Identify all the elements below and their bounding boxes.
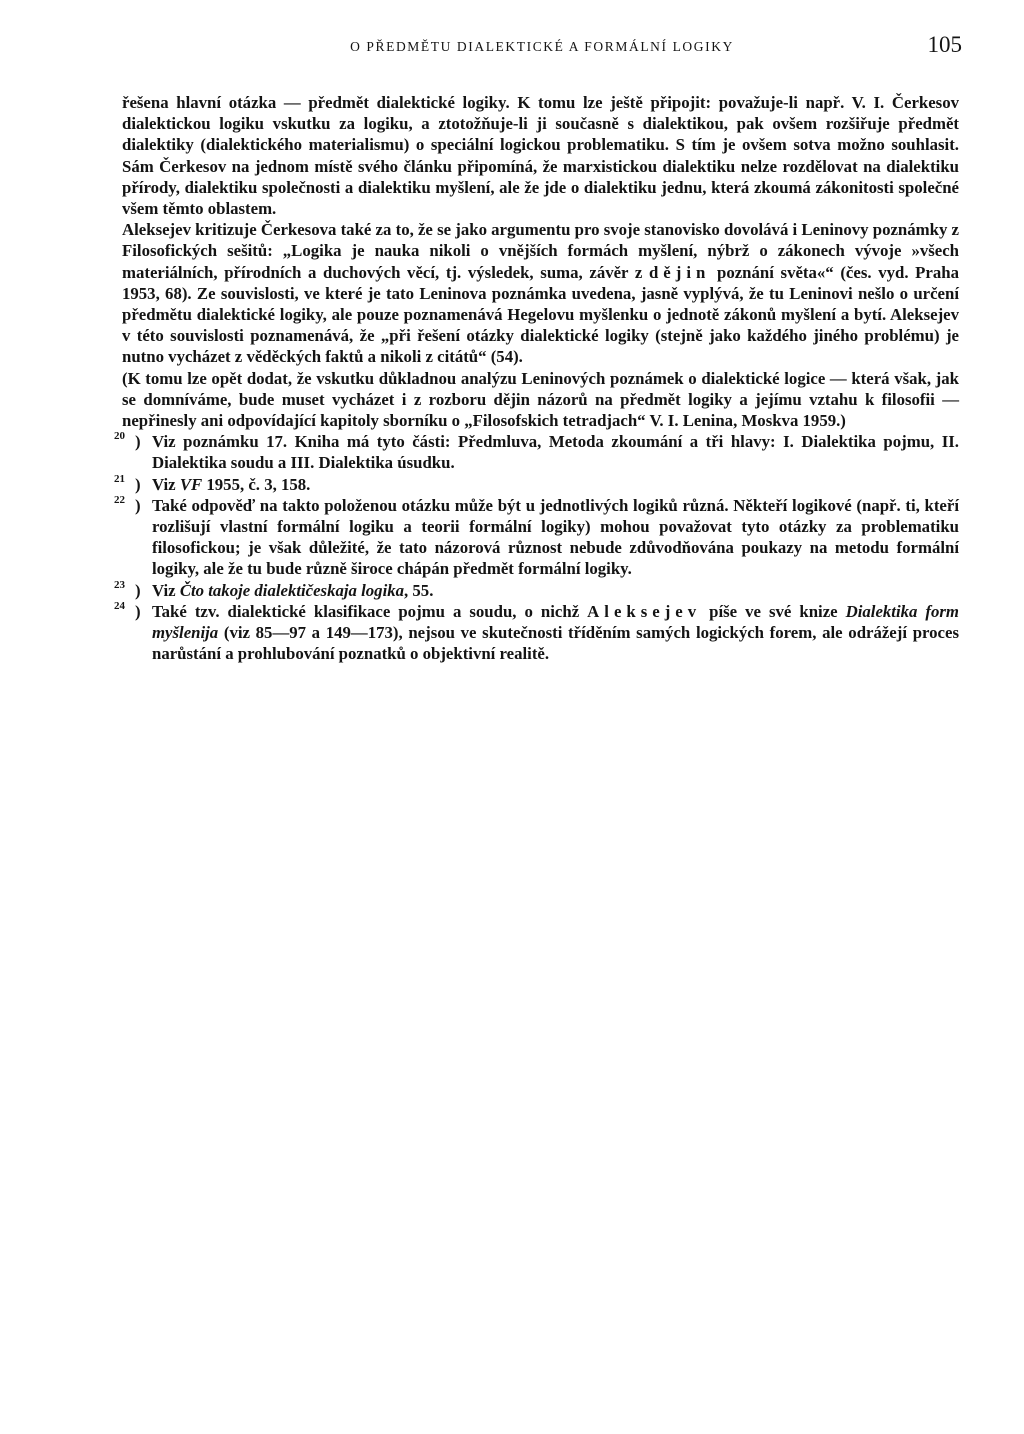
footnote-italic: Dialektika form myšlenija: [152, 601, 959, 643]
footnote-number: 20: [114, 430, 125, 443]
footnote-text-a: Viz: [152, 474, 180, 494]
footnote-spaced-name: Aleksejev: [587, 601, 702, 621]
footnote-24: [114, 599, 959, 665]
page-header: [122, 32, 962, 60]
footnote-20: [114, 430, 959, 473]
paragraph-1: řešena hlavní otázka — předmět dialektické logiky. K tomu lze ještě připojit: považuje-li např. V. I. Čerkesov dialektickou logiku vskutku za logiku, a ztotožňuje-li ji současně s dialektikou, pak ovšem rozšiřuje předmět dialektiky (dialektického materialismu) o speciální logickou problematiku. S tím je ovšem sotva možno souhlasit. Sám Čerkesov na jednom místě svého článku připomíná, že marxistickou dialektiku nelze rozdělovat na dialektiku přírody, dialektiku společnosti a dialektiku myšlení, ale že jde o dialektiku jednu, která zkoumá zákonitosti společné všem těmto oblastem.: [122, 93, 959, 219]
body-text: [114, 92, 959, 664]
footnote-21: [114, 472, 959, 495]
paragraph-3: (K tomu lze opět dodat, že vskutku důkladnou analýzu Leninových poznámek o dialektické logice — která však, jak se domníváme, bude muset vycházet i z rozboru dějin názorů na předmět logiky a jejímu vztahu k filosofii — nepřinesly ani odpovídající kapitoly sborníku o „Filosofskich tetradjach“ V. I. Lenina, Moskva 1959.): [122, 368, 959, 431]
footnote-text-b: píše ve své knize: [701, 601, 846, 621]
footnote-paren: ): [135, 601, 141, 621]
footnote-text-b: 1955, č. 3, 158.: [202, 474, 311, 494]
footnote-paren: ): [135, 495, 141, 515]
footnote-text: Viz poznámku 17. Kniha má tyto části: Předmluva, Metoda zkoumání a tři hlavy: I. Dialektika pojmu, II. Dialektika soudu a III. Dialektika úsudku.: [152, 432, 959, 473]
footnote-number: 23: [114, 578, 125, 591]
footnote-italic: Čto takoje dialektičeskaja logika: [179, 580, 405, 600]
footnote-text-b: , 55.: [404, 580, 434, 600]
footnote-number: 21: [114, 472, 125, 485]
footnote-paren: ): [135, 432, 141, 452]
footnote-23: [114, 578, 959, 601]
footnotes: [114, 430, 959, 664]
page-number: 105: [927, 32, 962, 57]
footnote-number: 22: [114, 493, 125, 506]
paragraph-2: [122, 219, 959, 367]
footnote-italic: VF: [179, 474, 203, 494]
footnote-text-c: (viz 85—97 a 149—173), nejsou ve skutečnosti tříděním samých logických forem, ale odrážejí proces narůstání a prohlubování poznatků o objektivní realitě.: [152, 623, 959, 664]
footnote-paren: ): [135, 580, 141, 600]
footnote-number: 24: [114, 599, 125, 612]
running-head: O PŘEDMĚTU DIALEKTICKÉ A FORMÁLNÍ LOGIKY: [350, 39, 734, 54]
footnote-22: [114, 493, 959, 580]
footnote-text-a: Viz: [152, 580, 180, 600]
footnote-paren: ): [135, 474, 141, 494]
paragraph-2-part-a: Aleksejev kritizuje Čerkesova také za to, že se jako argumentu pro svoje stanovisko dovolává i Leninovy poznámky z Filosofických sešitů: „Logika je nauka nikoli o vnějších formách myšlení, nýbrž o zákonech vývoje »všech materiálních, přírodních a duchových věcí, tj. výsledek, suma, závěr z: [122, 220, 959, 282]
paragraph-2-spaced-word: dějin: [648, 262, 711, 282]
footnote-text: Také odpověď na takto položenou otázku může být u jednotlivých logiků různá. Někteří logikové (např. ti, kteří rozlišují vlastní formální logiku a teorii formální logiky) mohou považovat tyto otázky za problematiku filosofickou; je však důležité, že tato názorová různost nebude zdůvodňována poukazy na metodu formální logiky, ale že tu bude různě široce chápán předmět formální logiky.: [152, 495, 959, 579]
footnote-text-a: Také tzv. dialektické klasifikace pojmu a soudu, o nichž: [152, 601, 588, 621]
paragraph-2-part-b: poznání světa«“ (čes. vyd. Praha 1953, 68). Ze souvislosti, ve které je tato Leninova poznámka uvedena, jasně vyplývá, že tu Leninovi nešlo o určení předmětu dialektické logiky, ale pouze poznamenává Hegelovu myšlenku o jednotě zákonů myšlení a bytí. Aleksejev v této souvislosti poznamenává, že „při řešení otázky dialektické logiky (stejně jako každého jiného problému) je nutno vycházet z věděckých faktů a nikoli z citátů“ (54).: [122, 262, 959, 367]
